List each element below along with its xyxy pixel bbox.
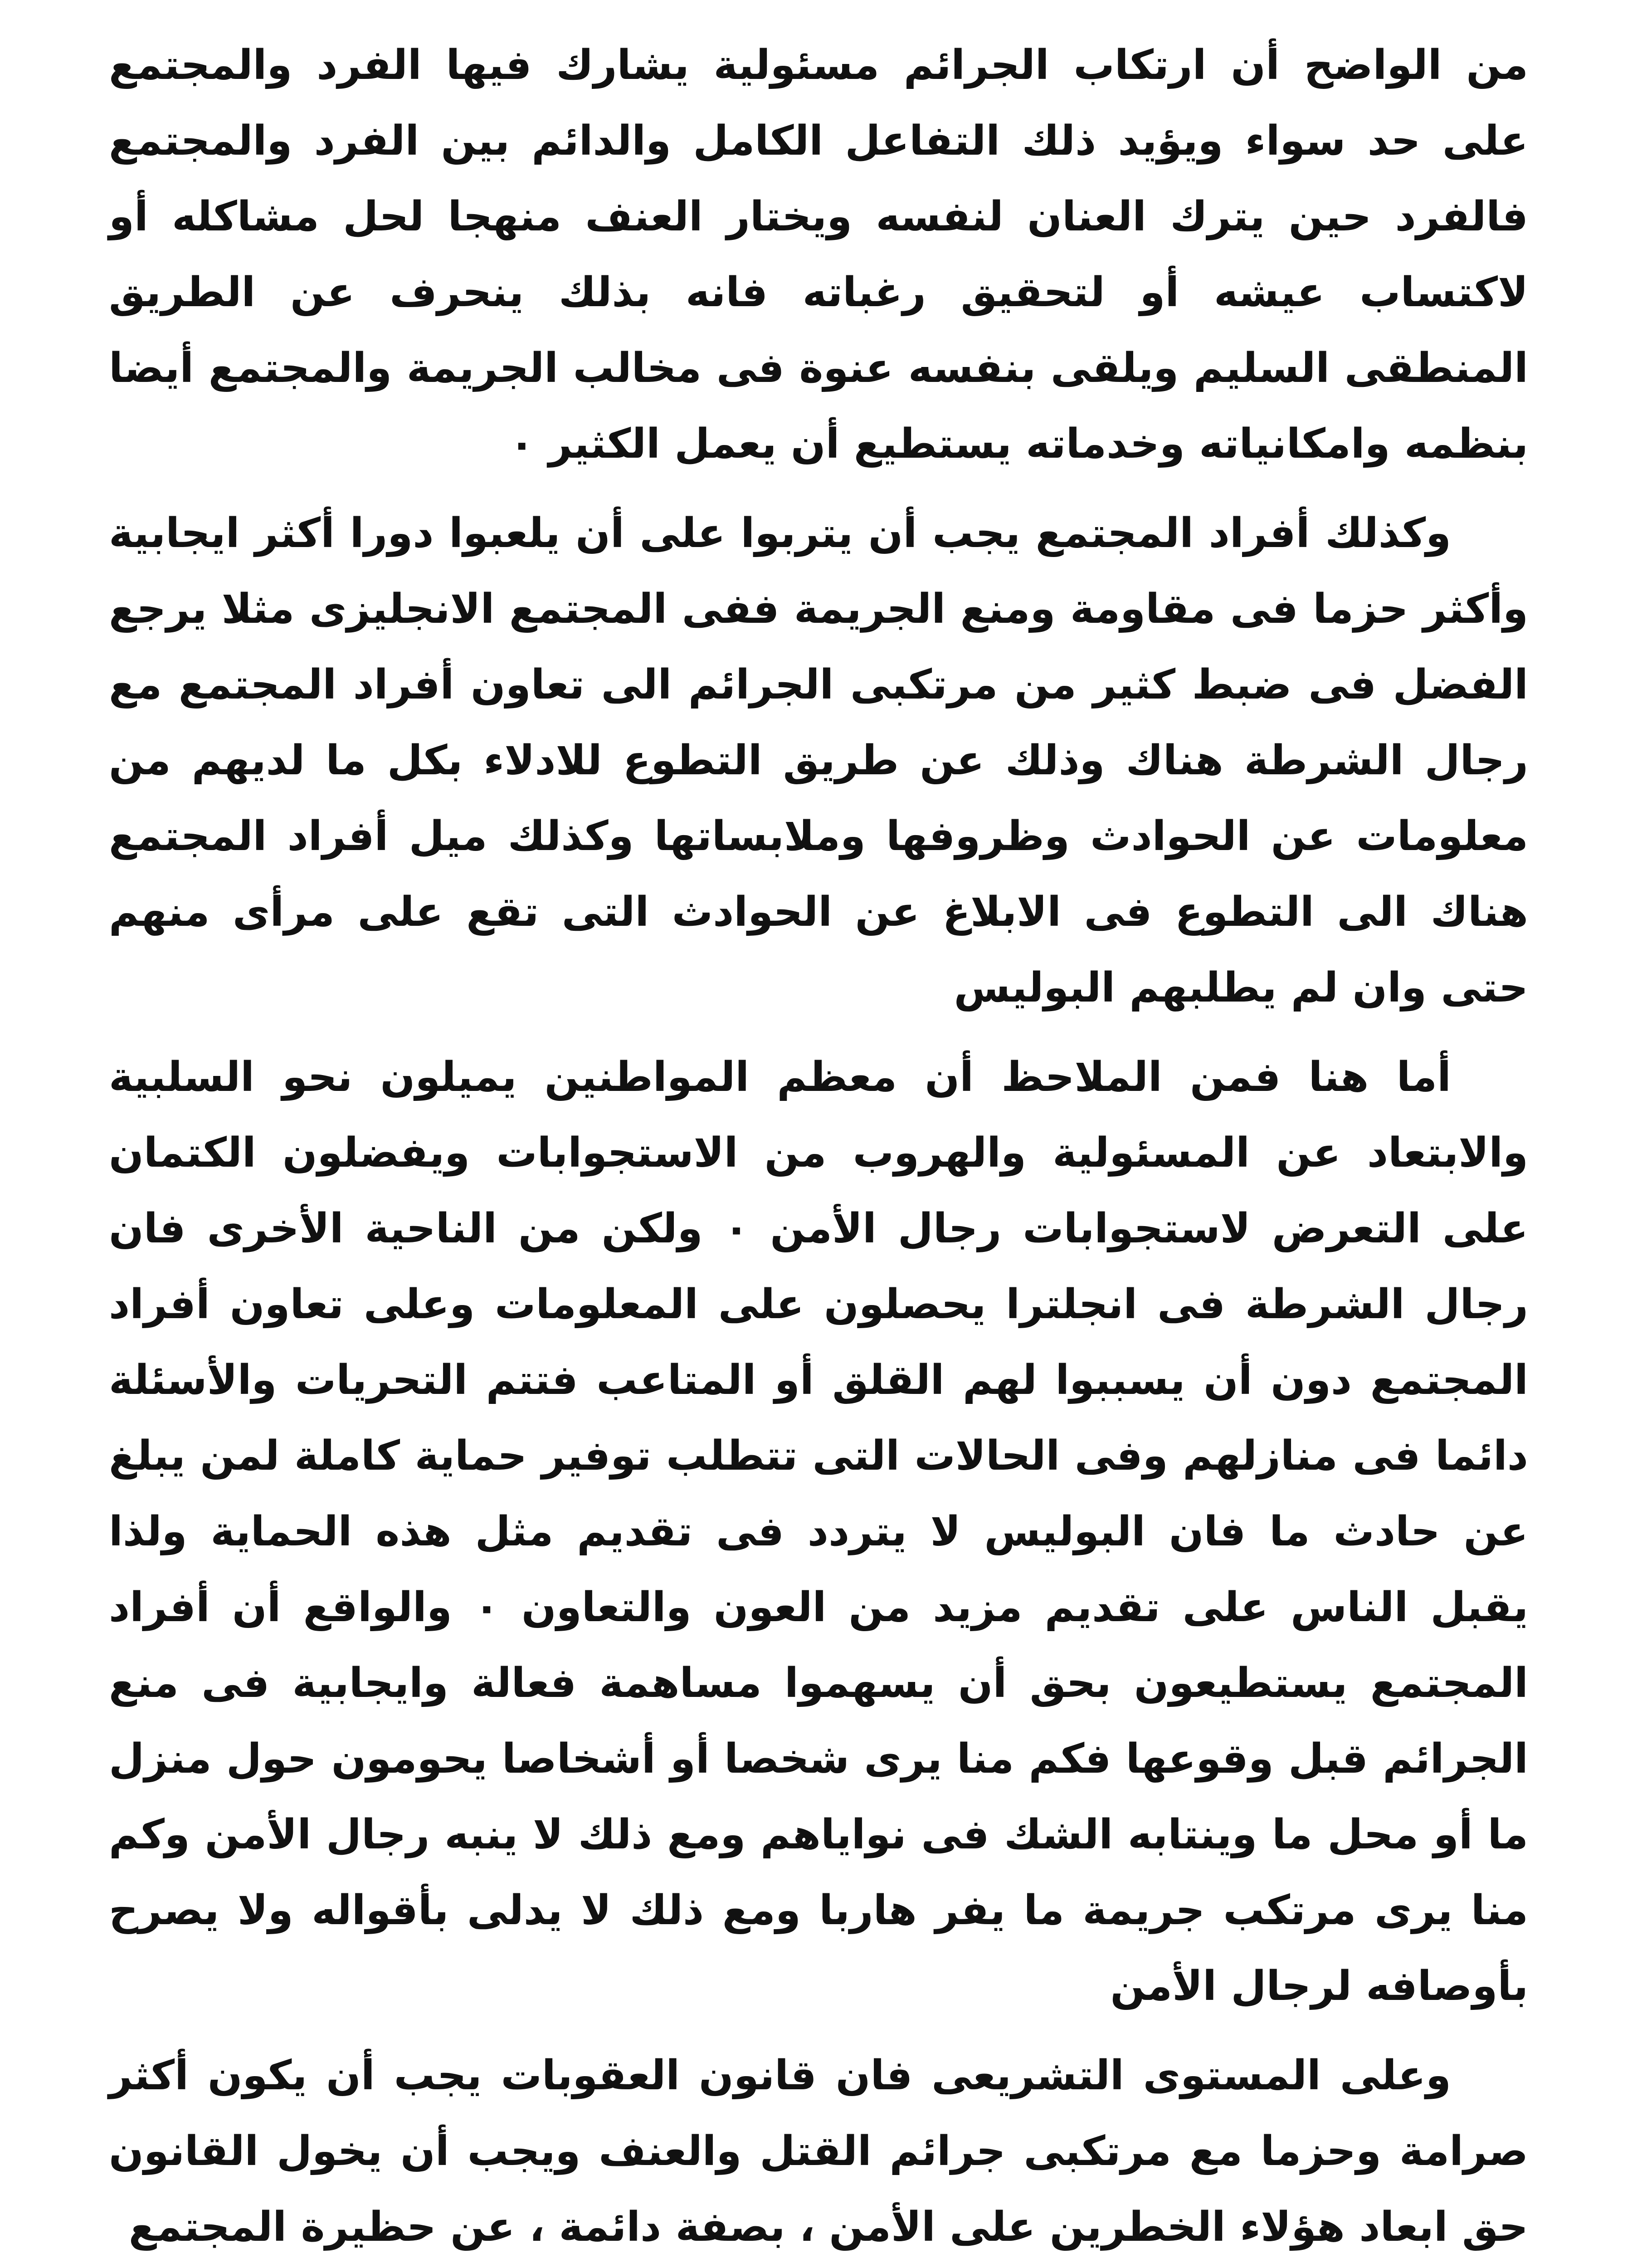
body-text — [109, 27, 1528, 2268]
paragraph-2: وكذلك أفراد المجتمع يجب أن يتربوا على أن يلعبوا دورا أكثر ايجابية وأكثر حزما فى مقاومة ومنع الجريمة ففى المجتمع الانجليزى مثلا يرجع الفضل فى ضبط كثير من مرتكبى الجرائم الى تعاون أفراد المجتمع مع رجال الشرطة هناك وذلك عن طريق التطوع للادلاء بكل ما لديهم من معلومات عن الحوادث وظروفها وملابساتها وكذلك ميل أفراد المجتمع هناك الى التطوع فى الابلاغ عن الحوادث التى تقع على مرأى منهم حتى وان لم يطلبهم البوليس — [109, 509, 1528, 1012]
paragraph-4: وعلى المستوى التشريعى فان قانون العقوبات يجب أن يكون أكثر صرامة وحزما مع مرتكبى جرائم القتل والعنف ويجب أن يخول القانون حق ابعاد هؤلاء الخطرين على الأمن ، بصفة دائمة ، عن حظيرة المجتمع — [109, 2052, 1528, 2251]
paragraph-1: من الواضح أن ارتكاب الجرائم مسئولية يشارك فيها الفرد والمجتمع على حد سواء ويؤيد ذلك التفاعل الكامل والدائم بين الفرد والمجتمع فالفرد حين يترك العنان لنفسه ويختار العنف منهجا لحل مشاكله أو لاكتساب عيشه أو لتحقيق رغباته فانه بذلك ينحرف عن الطريق المنطقى السليم ويلقى بنفسه عنوة فى مخالب الجريمة والمجتمع أيضا بنظمه وامكانياته وخدماته يستطيع أن يعمل الكثير ٠ — [109, 41, 1528, 468]
paragraph-3: أما هنا فمن الملاحظ أن معظم المواطنين يميلون نحو السلبية والابتعاد عن المسئولية والهروب من الاستجوابات ويفضلون الكتمان على التعرض لاستجوابات رجال الأمن ٠ ولكن من الناحية الأخرى فان رجال الشرطة فى انجلترا يحصلون على المعلومات وعلى تعاون أفراد المجتمع دون أن يسببوا لهم القلق أو المتاعب فتتم التحريات والأسئلة دائما فى منازلهم وفى الحالات التى تتطلب توفير حماية كاملة لمن يبلغ عن حادث ما فان البوليس لا يتردد فى تقديم مثل هذه الحماية ولذا يقبل الناس على تقديم مزيد من العون والتعاون ٠ والواقع أن أفراد المجتمع يستطيعون بحق أن يسهموا مساهمة فعالة وايجابية فى منع الجرائم قبل وقوعها فكم منا يرى شخصا أو أشخاصا يحومون حول منزل ما أو محل ما وينتابه الشك فى نواياهم ومع ذلك لا ينبه رجال الأمن وكم منا يرى مرتكب جريمة ما يفر هاربا ومع ذلك لا يدلى بأقواله ولا يصرح بأوصافه لرجال الأمن — [109, 1053, 1528, 2010]
